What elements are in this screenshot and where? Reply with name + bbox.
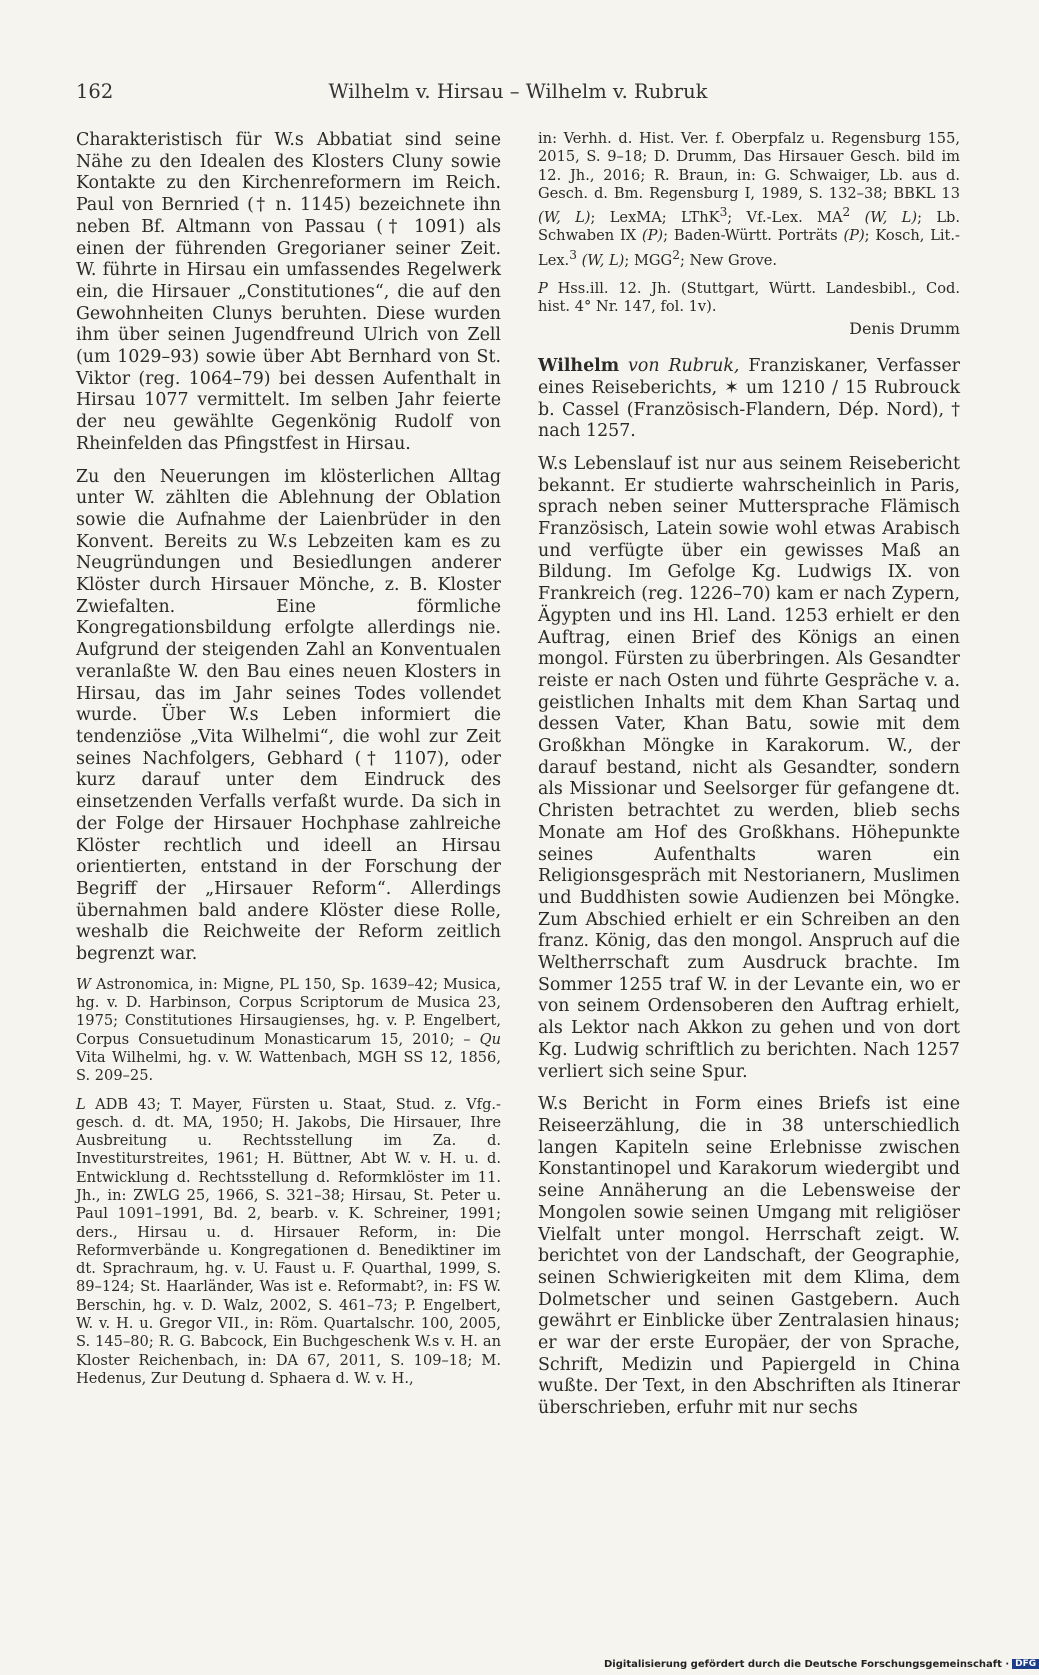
portraits-text: Hss.ill. 12. Jh. (Stuttgart, Württ. Landesbibl., Cod. hist. 4° Nr. 147, fol. 1v). bbox=[538, 279, 960, 316]
literature-siglum: L bbox=[76, 1095, 86, 1113]
lit-marker: (P) bbox=[641, 227, 664, 245]
lit-marker: (W, L) bbox=[850, 209, 918, 227]
entry-lemma bbox=[538, 356, 960, 443]
lit-text: ; New Grove. bbox=[679, 251, 777, 269]
lit-text: ; LexMA; LThK bbox=[590, 209, 720, 227]
paragraph: Zu den Neuerungen im klösterlichen Alltag unter W. zählten die Ablehnung der Oblation sowie die Aufnahme der Laienbrüder in den Konvent. Bereits zu W.s Lebzeiten kam es zu Neugründungen und Besiedlungen anderer Klöster durch Hirsauer Mönche, z. B. Kloster Zwiefalten. Eine förmliche Kongregationsbildung erfolgte allerdings nie. Aufgrund der steigenden Zahl an Konventualen veranlaßte W. den Bau eines neuen Klosters in Hirsau, das im Jahr seines Todes vollendet wurde. Über W.s Leben informiert die tendenziöse „Vita Wilhelmi“, die wohl zur Zeit seines Nachfolgers, Gebhard († 1107), oder kurz darauf unter dem Eindruck des einsetzenden Verfalls verfaßt wurde. Da sich in der Folge der Hirsauer Hochphase zahlreiche Klöster rechtlich und ideell an Hirsau orientierten, entstand in der Forschung der Begriff der „Hirsauer Reform“. Allerdings übernahmen bald andere Klöster diese Rolle, weshalb die Reichweite der Reform zeitlich begrenzt war. bbox=[76, 466, 501, 965]
lit-marker: (P) bbox=[843, 227, 865, 245]
edition-superscript: 2 bbox=[672, 247, 680, 262]
portraits-siglum: P bbox=[538, 279, 548, 297]
paragraph: W.s Bericht in Form eines Briefs ist eine Reiseerzählung, die in 38 unterschiedlich langen Kapiteln seine Erlebnisse zwischen Konstantinopel und Karakorum wiedergibt und seine Annäherung an die Lebensweise der Mongolen sowie seinen Umgang mit religiöser Vielfalt unter mongol. Herrschaft zeigt. W. berichtet von der Landschaft, der Geographie, seinen Schwierigkeiten mit dem Klima, dem Dolmetscher und seinen Gastgebern. Auch gewährt er Einblicke über Zentralasien hinaus; er war der erste Europäer, der von Sprache, Schrift, Medizin und Papiergeld in China wußte. Der Text, in den Abschriften als Itinerar überschrieben, erfuhr mit nur sechs bbox=[538, 1094, 960, 1419]
paragraph: Charakteristisch für W.s Abbatiat sind seine Nähe zu den Idealen des Klosters Cluny sowie Kontakte zu den Kirchenreformern im Reich. Paul von Bernried († n. 1145) bezeichnete ihn neben Bf. Altmann von Passau († 1091) als einen der führenden Gregorianer seiner Zeit. W. führte in Hirsau ein umfassendes Regelwerk ein, die Hirsauer „Constitutiones“, die auf den Gewohnheiten Clunys beruhten. Diese wurden ihm über seinen Jugendfreund Ulrich von Zell (um 1029–93) sowie über Abt Bernhard von St. Viktor (reg. 1064–79) bei dessen Aufenthalt in Hirsau 1077 vermittelt. Im selben Jahr feierte der neu gewählte Gegenkönig Rudolf von Rheinfelden das Pfingstfest in Hirsau. bbox=[76, 130, 501, 454]
dfg-footer bbox=[604, 1659, 1037, 1673]
works-bibliography bbox=[76, 976, 501, 1086]
lit-text: ; Lb. Schwaben IX bbox=[538, 209, 960, 245]
sources-siglum: Qu bbox=[479, 1030, 501, 1048]
literature-bibliography bbox=[76, 1096, 501, 1389]
running-head: Wilhelm v. Hirsau – Wilhelm v. Rubruk bbox=[328, 80, 708, 103]
edition-superscript: 3 bbox=[719, 205, 728, 220]
edition-superscript: 2 bbox=[842, 205, 851, 220]
lemma-name: Wilhelm bbox=[538, 356, 620, 377]
lemma-description: Franziskaner, Verfasser eines Reiseberichts, ✶ um 1210 / 15 Rubrouck b. Cassel (Französisch-Flandern, Dép. Nord), † nach 1257. bbox=[538, 356, 960, 442]
works-text: Astronomica, in: Migne, PL 150, Sp. 1639–42; Musica, hg. v. D. Harbinson, Corpus Scriptorum de Musica 23, 1975; Constitutiones Hirsaugienses, hg. v. P. Engelbert, Corpus Consuetudinum Monasticarum 15, 2010; – bbox=[76, 975, 501, 1048]
right-column bbox=[538, 130, 960, 1420]
lit-text: in: Verhh. d. Hist. Ver. f. Oberpfalz u. Regensburg 155, 2015, S. 9–18; D. Drumm, Das Hirsauer Gesch. bild im 12. Jh., 2016; R. Braun, in: G. Schwaiger, Lb. aus d. Gesch. d. Bm. Regensburg I, 1989, S. 132–38; BBKL 13 bbox=[538, 130, 960, 202]
sources-text: Vita Wilhelmi, hg. v. W. Wattenbach, MGH SS 12, 1856, S. 209–25. bbox=[76, 1048, 501, 1085]
lit-text: ; Kosch, Lit.-Lex. bbox=[538, 227, 960, 269]
lit-text: ; Vf.-Lex. MA bbox=[727, 209, 843, 227]
works-siglum: W bbox=[76, 975, 91, 993]
author-signature: Denis Drumm bbox=[849, 319, 960, 339]
edition-superscript: 3 bbox=[569, 247, 577, 262]
lit-text: ; Baden-Württ. Porträts bbox=[663, 227, 844, 245]
literature-continued bbox=[538, 130, 960, 270]
lemma-byname: von Rubruk, bbox=[619, 356, 740, 377]
lit-marker: (W, L) bbox=[538, 209, 591, 227]
literature-text: ADB 43; T. Mayer, Fürsten u. Staat, Stud. z. Vfg.-gesch. d. dt. MA, 1950; H. Jakobs, Die Hirsauer, Ihre Ausbreitung u. Rechtsstellung im Za. d. Investiturstreites, 1961; H. Büttner, Abt W. v. H. u. d. Entwicklung d. Rechtsstellung d. Reformklöster im 11. Jh., in: ZWLG 25, 1966, S. 321–38; Hirsau, St. Peter u. Paul 1091–1991, Bd. 2, bearb. v. K. Schreiner, 1991; ders., Hirsau u. d. Hirsauer Reform, in: Die Reformverbände u. Kongregationen d. Benediktiner im dt. Sprachraum, hg. v. U. Faust u. F. Quarthal, 1999, S. 89–124; St. Haarländer, Was ist e. Reformabt?, in: FS W. Berschin, hg. v. D. Walz, 2002, S. 461–73; P. Engelbert, W. v. H. u. Gregor VII., in: Röm. Quartalschr. 100, 2005, S. 145–80; R. G. Babcock, Ein Buchgeschenk W.s v. H. an Kloster Reichenbach, in: DA 67, 2011, S. 109–18; M. Hedenus, Zur Deutung d. Sphaera d. W. v. H., bbox=[76, 1095, 501, 1387]
paragraph: W.s Lebenslauf ist nur aus seinem Reisebericht bekannt. Er studierte wahrscheinlich in Paris, sprach neben seiner Muttersprache Flämisch Französisch, Latein sowie wohl etwas Arabisch und verfügte über ein gewisses Maß an Bildung. Im Gefolge Kg. Ludwigs IX. von Frankreich (reg. 1226–70) kam er nach Zypern, Ägypten und ins Hl. Land. 1253 erhielt er den Auftrag, einen Brief des Königs an einen mongol. Fürsten zu überbringen. Als Gesandter reiste er nach Osten und führte Gespräche v. a. geistlichen Inhalts mit dem Khan Sartaq und dessen Vater, Khan Batu, sowie mit dem Großkhan Möngke in Karakorum. W., der darauf bestand, nicht als Gesandter, sondern als Missionar und Seelsorger für gefangene dt. Christen betrachtet zu werden, blieb sechs Monate am Hof des Großkhans. Höhepunkte seines Aufenthalts waren ein Religionsgespräch mit Nestorianern, Muslimen und Buddhisten sowie Audienzen bei Möngke. Zum Abschied erhielt er ein Schreiben an den franz. König, das den mongol. Anspruch auf die Weltherrschaft zum Ausdruck brachte. Im Sommer 1255 traf W. in der Levante ein, wo er von seinem Ordensoberen den Auftrag erhielt, als Lektor nach Akkon zu gehen und von dort Kg. Ludwig schriftlich zu berichten. Nach 1257 verliert sich seine Spur. bbox=[538, 453, 960, 1082]
left-column bbox=[76, 130, 501, 1388]
page-number: 162 bbox=[76, 80, 114, 103]
dfg-text: Digitalisierung gefördert durch die Deutsche Forschungsgemeinschaft · bbox=[604, 1659, 1010, 1670]
lit-marker: (W, L) bbox=[576, 251, 625, 269]
page-header bbox=[76, 80, 960, 110]
portraits-bibliography bbox=[538, 280, 960, 317]
lit-text: ; MGG bbox=[624, 251, 673, 269]
dfg-logo: DFG bbox=[1012, 1659, 1039, 1669]
